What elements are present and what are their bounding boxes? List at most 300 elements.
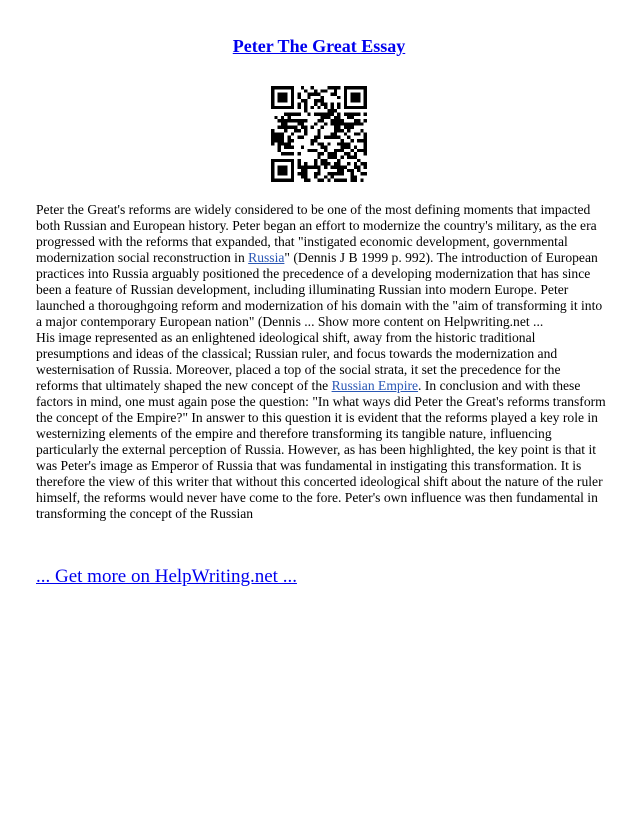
qr-module (297, 106, 300, 109)
qr-module (364, 142, 367, 145)
qr-module (360, 162, 363, 165)
qr-module (350, 139, 353, 142)
qr-module (284, 126, 287, 129)
qr-module (291, 172, 294, 175)
qr-module (344, 96, 347, 99)
qr-module (291, 126, 294, 129)
qr-module (354, 132, 357, 135)
qr-module (334, 93, 337, 96)
qr-module (278, 86, 281, 89)
qr-module (354, 96, 357, 99)
qr-module (360, 129, 363, 132)
paragraph-2-text-b: . In conclusion and with these factors in mind, one must again pose the question: "In what ways did Peter the Great's reforms transform the concept of the Empire?" In answer to this question it is evident that the reforms played a key role in westernizing elements of the empire and therefore transforming its tangible nature, influencing particularly the external perception of Russia. However, as has been highlighted, the key point is that it was Peter's image as Emperor of Russia that was fundamental in instigating this transformation. It is therefore the view of this writer that without this concerted ideological shift about the nature of the ruler himself, the reforms would never have come to the fore. Peter's own influence was then fundamental in transforming the concept of the Russian (36, 378, 606, 521)
qr-module (271, 172, 274, 175)
qr-module (344, 86, 347, 89)
qr-module (354, 179, 357, 182)
qr-module (284, 96, 287, 99)
qr-module (334, 136, 337, 139)
qr-module (288, 159, 291, 162)
paragraph-2 (36, 330, 606, 522)
qr-module (304, 175, 307, 178)
qr-module (347, 126, 350, 129)
qr-module (327, 172, 330, 175)
qr-module (271, 169, 274, 172)
qr-module (291, 99, 294, 102)
qr-module (334, 179, 337, 182)
qr-module (281, 132, 284, 135)
qr-module (291, 152, 294, 155)
qr-module (331, 103, 334, 106)
qr-module (288, 152, 291, 155)
qr-module (364, 152, 367, 155)
paragraph-1-text-b: " (Dennis J B 1999 p. 992). The introduction of European practices into Russia arguably positioned the precedence of a developing modernization that has since been a feature of Russian development, including illuminating Russian into modern Europe. Peter launched a thoroughgoing reform and modernization of his domain with the "aim of transforming it into a major contemporary European nation" (Dennis ... Show more content on Helpwriting.net ... (36, 250, 603, 329)
qr-module (364, 86, 367, 89)
qr-module (344, 126, 347, 129)
qr-module (281, 165, 284, 168)
qr-module (311, 142, 314, 145)
qr-module (311, 86, 314, 89)
paragraph-1-text-a: Peter the Great's reforms are widely considered to be one of the most defining moments that impacted both Russian and European history. Peter began an effort to modernize the country's military, as the era progressed with the reforms that expanded, that "instigated economic development, governmental modernization social reconstruction in (36, 202, 597, 265)
qr-module (324, 116, 327, 119)
qr-module (288, 86, 291, 89)
qr-module (311, 139, 314, 142)
qr-module (304, 119, 307, 122)
qr-module (344, 122, 347, 125)
qr-module (284, 112, 287, 115)
qr-module (271, 89, 274, 92)
qr-module (288, 106, 291, 109)
qr-module (337, 136, 340, 139)
qr-module (281, 139, 284, 142)
qr-module (281, 99, 284, 102)
qr-module (337, 165, 340, 168)
qr-module (354, 165, 357, 168)
qr-module (281, 179, 284, 182)
qr-module (360, 172, 363, 175)
qr-module (334, 129, 337, 132)
qr-module (321, 162, 324, 165)
qr-module (331, 109, 334, 112)
qr-module (311, 106, 314, 109)
qr-module (334, 109, 337, 112)
qr-module (341, 119, 344, 122)
qr-module (301, 175, 304, 178)
qr-module (284, 142, 287, 145)
qr-module (341, 169, 344, 172)
qr-module (278, 126, 281, 129)
qr-module (291, 139, 294, 142)
qr-module (291, 86, 294, 89)
qr-module (344, 112, 347, 115)
qr-module (334, 116, 337, 119)
qr-module (314, 99, 317, 102)
qr-module (344, 89, 347, 92)
qr-module (297, 165, 300, 168)
qr-module (314, 162, 317, 165)
qr-module (341, 122, 344, 125)
qr-module (314, 112, 317, 115)
qr-module (350, 86, 353, 89)
qr-module (284, 146, 287, 149)
qr-module (324, 159, 327, 162)
qr-module (364, 136, 367, 139)
qr-module (284, 152, 287, 155)
qr-module (347, 116, 350, 119)
qr-module (271, 96, 274, 99)
qr-module (301, 99, 304, 102)
qr-module (334, 126, 337, 129)
qr-module (297, 152, 300, 155)
qr-module (281, 172, 284, 175)
qr-module (321, 126, 324, 129)
qr-module (344, 132, 347, 135)
qr-module (274, 159, 277, 162)
qr-module (347, 112, 350, 115)
qr-module (364, 139, 367, 142)
qr-module (291, 93, 294, 96)
qr-module (271, 142, 274, 145)
qr-module (334, 165, 337, 168)
qr-module (337, 159, 340, 162)
qr-module (274, 139, 277, 142)
qr-module (331, 93, 334, 96)
qr-module (321, 116, 324, 119)
qr-module (321, 99, 324, 102)
qr-module (334, 122, 337, 125)
qr-module (288, 116, 291, 119)
qr-module (354, 146, 357, 149)
qr-module (311, 149, 314, 152)
qr-module (284, 86, 287, 89)
qr-module (284, 179, 287, 182)
qr-module (274, 106, 277, 109)
qr-module (271, 99, 274, 102)
qr-module (337, 112, 340, 115)
qr-module (357, 139, 360, 142)
qr-module (324, 149, 327, 152)
qr-module (321, 103, 324, 106)
qr-module (271, 165, 274, 168)
title-link[interactable]: Peter The Great Essay (232, 36, 406, 56)
qr-module (364, 99, 367, 102)
qr-module (321, 179, 324, 182)
qr-module (327, 112, 330, 115)
qr-module (360, 179, 363, 182)
qr-module (360, 106, 363, 109)
qr-module (347, 129, 350, 132)
page-title (0, 36, 638, 57)
qr-module (281, 122, 284, 125)
qr-module (357, 86, 360, 89)
qr-module (357, 122, 360, 125)
qr-module (324, 162, 327, 165)
qr-module (271, 162, 274, 165)
russia-link[interactable]: Russia (248, 250, 285, 265)
qr-module (317, 156, 320, 159)
qr-module (364, 165, 367, 168)
qr-module (364, 106, 367, 109)
qr-module (281, 86, 284, 89)
qr-module (297, 96, 300, 99)
qr-module (350, 116, 353, 119)
qr-module (364, 132, 367, 135)
qr-module (344, 93, 347, 96)
qr-module (321, 89, 324, 92)
qr-module (311, 93, 314, 96)
qr-module (278, 149, 281, 152)
qr-module (288, 142, 291, 145)
qr-module (344, 152, 347, 155)
qr-module (337, 142, 340, 145)
qr-module (291, 146, 294, 149)
qr-module (360, 139, 363, 142)
qr-module (331, 156, 334, 159)
qr-module (288, 112, 291, 115)
qr-module (278, 96, 281, 99)
qr-module (334, 89, 337, 92)
qr-module (281, 126, 284, 129)
qr-module (327, 116, 330, 119)
qr-module (271, 136, 274, 139)
qr-module (314, 172, 317, 175)
qr-module (334, 119, 337, 122)
qr-module (297, 162, 300, 165)
qr-module (281, 119, 284, 122)
qr-module (334, 172, 337, 175)
qr-module (324, 165, 327, 168)
qr-module (301, 172, 304, 175)
qr-module (291, 175, 294, 178)
qr-module (297, 159, 300, 162)
qr-module (304, 126, 307, 129)
qr-module (284, 159, 287, 162)
qr-module (364, 162, 367, 165)
qr-module (331, 119, 334, 122)
qr-module (314, 89, 317, 92)
qr-module (321, 96, 324, 99)
qr-module (301, 136, 304, 139)
qr-module (297, 93, 300, 96)
qr-module (331, 152, 334, 155)
qr-module (317, 142, 320, 145)
qr-module (350, 96, 353, 99)
qr-module (334, 152, 337, 155)
qr-module (317, 129, 320, 132)
qr-module (324, 136, 327, 139)
qr-module (294, 126, 297, 129)
qr-module (304, 132, 307, 135)
qr-module (341, 179, 344, 182)
qr-module (304, 129, 307, 132)
qr-module (314, 103, 317, 106)
qr-module (331, 122, 334, 125)
qr-module (357, 99, 360, 102)
qr-module (278, 142, 281, 145)
qr-module (304, 106, 307, 109)
qr-module (271, 139, 274, 142)
qr-module (281, 152, 284, 155)
qr-module (281, 136, 284, 139)
qr-module (321, 112, 324, 115)
qr-module (291, 96, 294, 99)
qr-module (304, 172, 307, 175)
qr-module (317, 112, 320, 115)
qr-module (321, 159, 324, 162)
qr-module (321, 142, 324, 145)
qr-module (331, 132, 334, 135)
qr-module (364, 172, 367, 175)
qr-module (274, 136, 277, 139)
qr-module (347, 106, 350, 109)
qr-module (324, 106, 327, 109)
qr-module (327, 142, 330, 145)
qr-module (317, 119, 320, 122)
qr-module (297, 112, 300, 115)
qr-module (350, 122, 353, 125)
qr-module (347, 146, 350, 149)
qr-module (284, 122, 287, 125)
qr-module (321, 146, 324, 149)
qr-module (288, 119, 291, 122)
qr-module (281, 159, 284, 162)
qr-module (354, 122, 357, 125)
qr-module (317, 99, 320, 102)
qr-module (334, 162, 337, 165)
qr-module (327, 156, 330, 159)
qr-module (347, 142, 350, 145)
qr-module (350, 156, 353, 159)
essay-body (36, 202, 606, 522)
qr-module (304, 109, 307, 112)
qr-module (357, 96, 360, 99)
qr-module (354, 106, 357, 109)
qr-module (327, 86, 330, 89)
qr-module (317, 172, 320, 175)
qr-module (307, 149, 310, 152)
qr-module (324, 103, 327, 106)
qr-code-icon (271, 86, 367, 182)
qr-module (284, 93, 287, 96)
qr-module (297, 122, 300, 125)
qr-module (301, 122, 304, 125)
qr-module (321, 119, 324, 122)
qr-module (364, 103, 367, 106)
qr-module (301, 146, 304, 149)
qr-module (324, 175, 327, 178)
qr-module (281, 93, 284, 96)
qr-module (364, 89, 367, 92)
qr-module (364, 149, 367, 152)
qr-module (350, 99, 353, 102)
qr-module (278, 146, 281, 149)
qr-module (284, 119, 287, 122)
qr-module (327, 179, 330, 182)
qr-module (331, 172, 334, 175)
qr-module (307, 165, 310, 168)
qr-module (350, 179, 353, 182)
qr-module (294, 129, 297, 132)
qr-module (314, 139, 317, 142)
qr-module (324, 122, 327, 125)
qr-module (331, 136, 334, 139)
qr-module (301, 126, 304, 129)
qr-module (304, 169, 307, 172)
qr-module (274, 86, 277, 89)
qr-module (357, 149, 360, 152)
qr-module (341, 129, 344, 132)
qr-module (297, 129, 300, 132)
qr-module (337, 179, 340, 182)
qr-module (337, 119, 340, 122)
qr-module (271, 159, 274, 162)
qr-module (284, 106, 287, 109)
qr-module (271, 93, 274, 96)
qr-module (288, 146, 291, 149)
russian-empire-link[interactable]: Russian Empire (331, 378, 419, 393)
qr-module (317, 93, 320, 96)
qr-module (314, 149, 317, 152)
qr-module (341, 149, 344, 152)
qr-module (337, 116, 340, 119)
qr-module (307, 112, 310, 115)
qr-module (354, 156, 357, 159)
qr-module (317, 179, 320, 182)
qr-module (307, 96, 310, 99)
qr-module (314, 165, 317, 168)
qr-module (350, 106, 353, 109)
qr-module (284, 172, 287, 175)
qr-module (327, 109, 330, 112)
qr-module (317, 136, 320, 139)
qr-module (337, 86, 340, 89)
qr-module (350, 172, 353, 175)
qr-module (337, 169, 340, 172)
qr-module (284, 165, 287, 168)
qr-module (354, 112, 357, 115)
qr-module (364, 112, 367, 115)
qr-module (350, 126, 353, 129)
qr-module (341, 142, 344, 145)
qr-module (304, 89, 307, 92)
qr-module (341, 156, 344, 159)
qr-module (291, 162, 294, 165)
qr-module (327, 162, 330, 165)
qr-module (301, 165, 304, 168)
qr-module (291, 179, 294, 182)
qr-module (278, 93, 281, 96)
qr-module (311, 126, 314, 129)
qr-module (337, 126, 340, 129)
qr-module (341, 165, 344, 168)
qr-module (297, 136, 300, 139)
qr-module (297, 103, 300, 106)
qr-module (291, 169, 294, 172)
qr-module (278, 139, 281, 142)
qr-module (321, 152, 324, 155)
qr-module (350, 112, 353, 115)
paragraph-2-text-a: His image represented as an enlightened ideological shift, away from the historic traditional presumptions and ideas of the classical; Russian ruler, and focus towards the modernization and westernisation of Russia. Moreover, placed a top of the social strata, it set the precedence for the reforms that ultimately shaped the new concept of the (36, 330, 561, 393)
qr-module (284, 99, 287, 102)
qr-module (291, 106, 294, 109)
qr-module (344, 106, 347, 109)
qr-module (337, 149, 340, 152)
get-more-link[interactable]: ... Get more on HelpWriting.net ... (36, 566, 297, 587)
qr-module (357, 106, 360, 109)
qr-module (278, 179, 281, 182)
qr-module (271, 103, 274, 106)
qr-module (337, 122, 340, 125)
qr-module (311, 165, 314, 168)
